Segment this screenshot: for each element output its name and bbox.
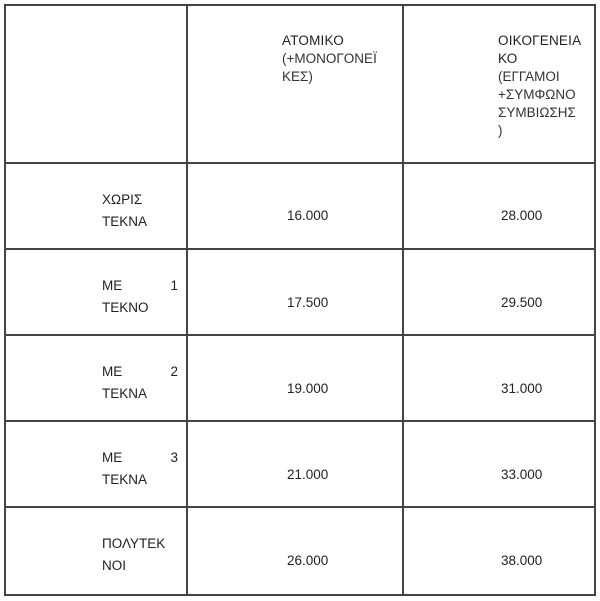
row-label-two-children [102, 361, 178, 405]
row-label-line1: ΧΩΡΙΣ [102, 192, 143, 207]
row-label-count: 2 [170, 364, 178, 379]
value-family-row1: 28.000 [501, 208, 543, 223]
header-individual [282, 32, 377, 86]
row-label-large-family [102, 533, 178, 577]
row-divider-5 [6, 506, 594, 508]
value-individual-row3: 19.000 [287, 381, 329, 396]
value-family-row5: 38.000 [501, 553, 543, 568]
header-family-title-line1: ΟΙΚΟΓΕΝΕΙΑ [498, 33, 582, 48]
row-label-line2: ΤΕΚΝΟ [102, 300, 149, 315]
value-individual-row2: 17.500 [287, 295, 329, 310]
value-family-row3: 31.000 [501, 381, 543, 396]
header-family [498, 32, 581, 140]
value-individual-row1: 16.000 [287, 208, 329, 223]
value-individual-row5: 26.000 [287, 553, 329, 568]
row-label-line2: ΤΕΚΝΑ [102, 386, 148, 401]
income-table [4, 4, 596, 596]
row-label-line2: ΤΕΚΝΑ [102, 472, 148, 487]
header-family-title-line2: ΚΟ [498, 51, 518, 66]
row-label-one-child [102, 275, 178, 319]
header-individual-title: ΑΤΟΜΙΚΟ [282, 33, 344, 48]
row-label-line1: ΠΟΛΥΤΕΚ [102, 536, 166, 551]
row-label-line1: ΜΕ [102, 278, 123, 293]
value-individual-row4: 21.000 [287, 467, 329, 482]
header-family-sub-line3: ΣΥΜΒΙΩΣΗΣ [498, 105, 576, 120]
row-label-no-children [102, 189, 178, 233]
row-label-line2: ΝΟΙ [102, 558, 127, 573]
row-label-count: 3 [170, 450, 178, 465]
row-divider-4 [6, 420, 594, 422]
header-individual-sub-line2: ΚΕΣ) [282, 69, 313, 84]
header-family-sub-line2: +ΣΥΜΦΩΝΟ [498, 87, 576, 102]
row-label-three-children [102, 447, 178, 491]
row-label-line1: ΜΕ [102, 364, 123, 379]
row-label-count: 1 [170, 278, 178, 293]
value-family-row2: 29.500 [501, 295, 543, 310]
value-family-row4: 33.000 [501, 467, 543, 482]
row-divider-2 [6, 248, 594, 250]
header-family-sub-line1: (ΕΓΓΑΜΟΙ [498, 69, 560, 84]
row-label-line1: ΜΕ [102, 450, 123, 465]
row-divider-1 [6, 162, 594, 164]
header-family-sub-line4: ) [498, 123, 503, 138]
row-divider-3 [6, 334, 594, 336]
row-label-line2: ΤΕΚΝΑ [102, 214, 148, 229]
header-individual-sub-line1: (+ΜΟΝΟΓΟΝΕΪ [282, 51, 377, 66]
